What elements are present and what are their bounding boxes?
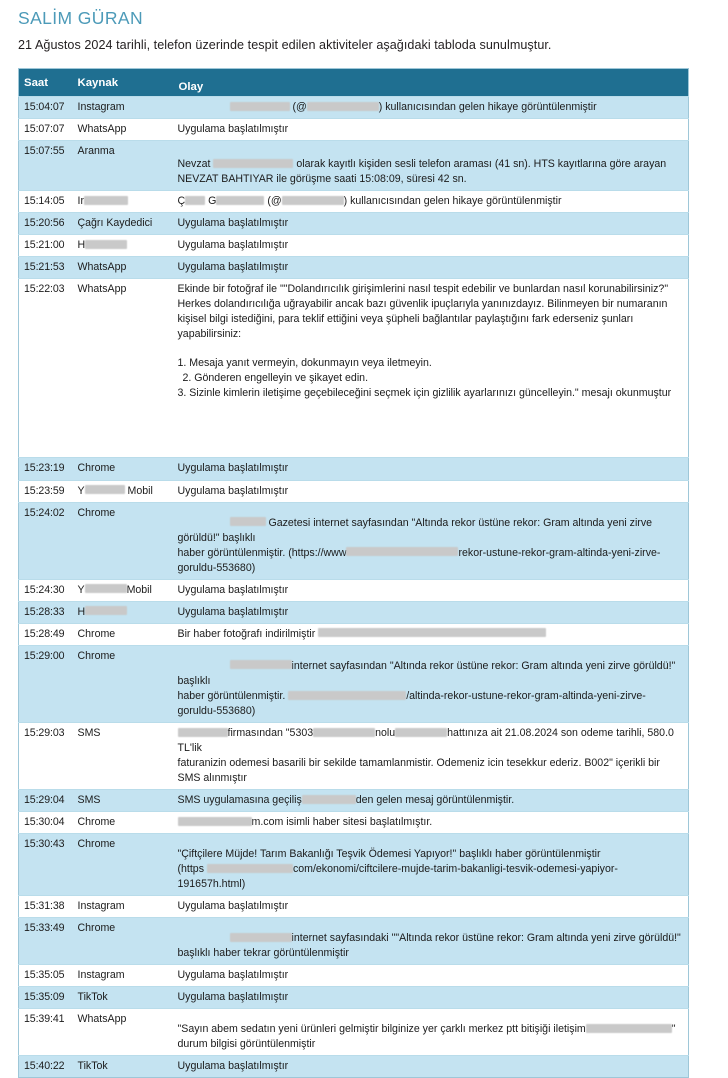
redaction-block: [230, 660, 292, 669]
cell-time: 15:24:02: [19, 502, 73, 579]
event-line: durum bilgisi görüntülenmiştir: [177, 1038, 316, 1051]
cell-event: [169, 97, 689, 119]
redaction-block: [213, 159, 293, 168]
table-row: [19, 235, 689, 257]
event-line: kişisel bilgi istediğini, para teklif ettiğini veya şüpheli bağlantılar paylaştığını fark ederseniz şunları: [177, 313, 634, 326]
cell-time: 15:35:09: [19, 987, 73, 1009]
event-numbered-list: [178, 356, 685, 401]
list-item: 1. Mesaja yanıt vermeyin, dokunmayın veya iletmeyin.: [177, 357, 432, 370]
cell-time: 15:29:03: [19, 722, 73, 789]
table-header: [19, 69, 689, 97]
event-line: [178, 726, 685, 756]
redaction-block: [282, 196, 344, 205]
event-initial-b: G: [208, 195, 217, 208]
cell-time: 15:20:56: [19, 213, 73, 235]
redaction-block: [307, 102, 379, 111]
event-line: [178, 546, 685, 561]
redaction-block: [395, 728, 447, 737]
cell-top-spacer: [178, 506, 685, 516]
cell-event: [169, 502, 689, 579]
cell-source: Chrome: [73, 623, 169, 645]
table-row: [19, 896, 689, 918]
table-row: [19, 722, 689, 789]
event-line: "Çiftçilere Müjde! Tarım Bakanlığı Teşvik Ödemesi Yapıyor!" başlıklı haber görüntülenmiştir: [177, 848, 601, 861]
event-text: rekor-ustune-rekor-gram-altinda-yeni-zirve-: [458, 546, 661, 559]
cell-event-lead: Nevzat: [177, 158, 211, 171]
cell-event: [169, 918, 689, 965]
event-line: Herkes dolandırıcılığa uğrayabilir ancak bazı güvenlik ipuçlarıyla yanınızdayız. Bilinmeyen bir numaranın: [177, 298, 668, 311]
cell-event: [169, 623, 689, 645]
redaction-block: [178, 817, 252, 826]
cell-event: [169, 141, 689, 191]
source-text: H: [77, 605, 86, 618]
cell-source: SMS: [73, 790, 169, 812]
table-row: [19, 480, 689, 502]
redaction-block: [302, 795, 356, 804]
cell-source: [73, 235, 169, 257]
cell-event: Uygulama başlatılmıştır: [169, 601, 689, 623]
cell-event: Uygulama başlatılmıştır: [169, 896, 689, 918]
source-text: Y: [77, 583, 85, 596]
cell-event: Uygulama başlatılmıştır: [169, 480, 689, 502]
cell-event: [169, 790, 689, 812]
table-row: [19, 257, 689, 279]
redaction-block: [216, 196, 264, 205]
cell-event-text: ) kullanıcısından gelen hikaye görüntülenmiştir: [378, 101, 597, 113]
cell-event: Uygulama başlatılmıştır: [169, 1056, 689, 1078]
event-text: com/ekonomi/ciftcilere-mujde-tarim-bakanligi-tesvik-odemesi-yapiyor-191657h.html): [177, 863, 618, 891]
redaction-block: [84, 196, 128, 205]
activity-log-table: [18, 68, 689, 1078]
event-text: firmasından "5303: [227, 726, 314, 739]
event-text: Bir haber fotoğrafı indirilmiştir: [177, 627, 316, 640]
cell-source: Chrome: [73, 502, 169, 579]
event-text: internet sayfasındaki ""Altında rekor üstüne rekor: Gram altında yeni zirve görüldü!": [291, 932, 681, 945]
event-text: SMS uygulamasına geçiliş: [177, 794, 302, 806]
source-text-tail: Mobil: [127, 484, 153, 497]
redaction-block: [313, 728, 375, 737]
event-text: m.com isimli haber sitesi başlatılmıştır.: [251, 816, 433, 829]
cell-event-mid: olarak kayıtlı kişiden sesli telefon araması (41 sn). HTS kayıtlarına göre arayan: [296, 158, 667, 171]
cell-event: [169, 191, 689, 213]
cell-source: Instagram: [73, 896, 169, 918]
redaction-block: [586, 1024, 672, 1033]
page-title: SALİM GÜRAN: [18, 8, 143, 28]
event-text: hattınıza ait 21.08.2024 son odeme tarihli, 580.0 TL'lik: [177, 726, 674, 754]
intro-paragraph: 21 Ağustos 2024 tarihli, telefon üzerinde tespit edilen aktiviteler aşağıdaki tabloda sunulmuştur.: [18, 38, 552, 52]
event-line: [178, 862, 685, 892]
cell-event: [169, 279, 689, 458]
redaction-block: [288, 691, 406, 700]
cell-time: 15:30:04: [19, 812, 73, 834]
cell-source: TikTok: [73, 987, 169, 1009]
cell-time: 15:29:04: [19, 790, 73, 812]
event-line: SMS alınmıştır: [177, 771, 247, 784]
redaction-block: [346, 547, 458, 556]
event-line: [178, 516, 685, 546]
table-body: [19, 97, 689, 1078]
source-text: H: [77, 239, 86, 252]
event-line: Ekinde bir fotoğraf ile ""Dolandırıcılık girişimlerini nasıl tespit edebilir ve bunlardan nasıl korunabilirsiniz?": [177, 283, 669, 296]
event-line: [178, 931, 685, 946]
redaction-block: [318, 628, 546, 637]
event-initial-a: Ç: [177, 195, 186, 208]
table-row: [19, 97, 689, 119]
cell-event: Uygulama başlatılmıştır: [169, 458, 689, 480]
redaction-block: [85, 606, 127, 615]
event-text: internet sayfasından "Altında rekor üstüne rekor: Gram altında yeni zirve görüldü!" başlıklı: [177, 659, 676, 687]
cell-top-spacer: [178, 921, 685, 931]
table-row: [19, 918, 689, 965]
source-text: Y: [77, 484, 85, 497]
cell-event: Uygulama başlatılmıştır: [169, 965, 689, 987]
event-line: [178, 659, 685, 689]
cell-source: [73, 191, 169, 213]
redaction-block: [85, 485, 125, 494]
cell-source: WhatsApp: [73, 119, 169, 141]
cell-source: WhatsApp: [73, 279, 169, 458]
cell-time: 15:24:30: [19, 579, 73, 601]
cell-source: TikTok: [73, 1056, 169, 1078]
redaction-block: [230, 517, 266, 526]
cell-source: Instagram: [73, 965, 169, 987]
cell-event-line2: NEVZAT BAHTIYAR ile görüşme saati 15:08:09, süresi 42 sn.: [177, 173, 467, 186]
event-text: "Sayın abem sedatın yeni ürünleri gelmiştir bilginize yer çarklı merkez ptt bitişiği iletişim: [177, 1023, 586, 1036]
table-row: [19, 579, 689, 601]
event-text: nolu: [375, 726, 396, 739]
cell-time: 15:23:19: [19, 458, 73, 480]
cell-time: 15:31:38: [19, 896, 73, 918]
cell-source: WhatsApp: [73, 1009, 169, 1056]
table-row: [19, 502, 689, 579]
table-row: [19, 191, 689, 213]
event-paren: (@: [292, 101, 307, 113]
list-item: 2. Gönderen engelleyin ve şikayet edin.: [182, 372, 369, 385]
column-header-olay: Olay: [169, 69, 689, 97]
table-row: [19, 1056, 689, 1078]
redaction-block: [85, 584, 127, 593]
column-header-saat: Saat: [19, 69, 73, 97]
cell-event: [169, 834, 689, 896]
event-text: ": [671, 1023, 676, 1036]
cell-event-text: ) kullanıcısından gelen hikaye görüntülenmiştir: [343, 195, 562, 208]
cell-time: 15:33:49: [19, 918, 73, 965]
cell-top-spacer: [178, 837, 685, 847]
table-row: [19, 623, 689, 645]
cell-event: Uygulama başlatılmıştır: [169, 579, 689, 601]
event-line: [178, 689, 685, 704]
cell-time: 15:21:00: [19, 235, 73, 257]
cell-source: [73, 480, 169, 502]
table-row: [19, 645, 689, 722]
cell-top-spacer: [178, 147, 685, 157]
redaction-block: [185, 196, 205, 205]
table-row: [19, 790, 689, 812]
cell-event: Uygulama başlatılmıştır: [169, 213, 689, 235]
cell-source: Chrome: [73, 812, 169, 834]
cell-time: 15:28:33: [19, 601, 73, 623]
event-text: haber görüntülenmiştir.: [177, 689, 286, 702]
cell-event: Uygulama başlatılmıştır: [169, 235, 689, 257]
event-line: [178, 1022, 685, 1037]
table-row: [19, 601, 689, 623]
cell-source: Aranma: [73, 141, 169, 191]
cell-source: Çağrı Kaydedici: [73, 213, 169, 235]
event-line: yapabilirsiniz:: [177, 328, 242, 341]
table-row: [19, 141, 689, 191]
event-text: /altinda-rekor-ustune-rekor-gram-altinda-yeni-zirve-: [406, 689, 646, 702]
event-line: faturanizin odemesi basarili bir sekilde tamamlanmistir. Odemeniz icin tesekkur ederiz. B002" içerikli bir: [177, 756, 660, 769]
event-text: den gelen mesaj görüntülenmiştir.: [355, 794, 515, 806]
cell-event: [169, 812, 689, 834]
cell-time: 15:39:41: [19, 1009, 73, 1056]
cell-source: [73, 601, 169, 623]
table-row: [19, 213, 689, 235]
event-paren: (@: [267, 195, 282, 208]
cell-top-spacer: [178, 1012, 685, 1022]
table-row: [19, 987, 689, 1009]
table-row: [19, 279, 689, 458]
cell-time: 15:07:55: [19, 141, 73, 191]
column-header-kaynak: Kaynak: [73, 69, 169, 97]
event-line: goruldu-553680): [177, 561, 256, 574]
event-text: Gazetesi internet sayfasından "Altında rekor üstüne rekor: Gram altında yeni zirve görüldü!" başlıklı: [177, 516, 653, 544]
cell-event: [169, 722, 689, 789]
cell-source: [73, 579, 169, 601]
cell-time: 15:35:05: [19, 965, 73, 987]
cell-source: Chrome: [73, 918, 169, 965]
cell-time: 15:30:43: [19, 834, 73, 896]
event-text: (https: [177, 863, 204, 876]
cell-time: 15:21:53: [19, 257, 73, 279]
cell-time: 15:23:59: [19, 480, 73, 502]
table-row: [19, 834, 689, 896]
table-row: [19, 1009, 689, 1056]
redaction-block: [207, 864, 293, 873]
cell-time: 15:07:07: [19, 119, 73, 141]
cell-top-spacer: [178, 649, 685, 659]
cell-event: Uygulama başlatılmıştır: [169, 119, 689, 141]
redaction-block: [178, 728, 228, 737]
cell-time: 15:04:07: [19, 97, 73, 119]
redaction-block: [85, 240, 127, 249]
event-text: haber görüntülenmiştir. (https://www: [177, 546, 347, 559]
cell-time: 15:14:05: [19, 191, 73, 213]
list-item: 3. Sizinle kimlerin iletişime geçebileceğini seçmek için gizlilik ayarlarınızı güncelleyin." mesajı okunmuştur: [177, 387, 672, 400]
cell-event: Uygulama başlatılmıştır: [169, 987, 689, 1009]
cell-source: Chrome: [73, 645, 169, 722]
redaction-block: [230, 933, 292, 942]
cell-event: Uygulama başlatılmıştır: [169, 257, 689, 279]
table-row: [19, 965, 689, 987]
table-row: [19, 119, 689, 141]
event-line: başlıklı haber tekrar görüntülenmiştir: [177, 947, 349, 960]
activity-log-table-container: [18, 68, 688, 1078]
source-text: Ir: [77, 195, 84, 208]
redaction-block: [230, 102, 290, 111]
cell-source: SMS: [73, 722, 169, 789]
cell-source: Chrome: [73, 834, 169, 896]
cell-source: WhatsApp: [73, 257, 169, 279]
cell-event: [169, 1009, 689, 1056]
source-text-tail: Mobil: [126, 583, 152, 596]
cell-time: 15:22:03: [19, 279, 73, 458]
table-row: [19, 812, 689, 834]
event-line: goruldu-553680): [177, 704, 256, 717]
cell-time: 15:28:49: [19, 623, 73, 645]
table-header-row: [19, 69, 689, 97]
table-row: [19, 458, 689, 480]
cell-time: 15:40:22: [19, 1056, 73, 1078]
cell-source: Instagram: [73, 97, 169, 119]
cell-source: Chrome: [73, 458, 169, 480]
cell-time: 15:29:00: [19, 645, 73, 722]
cell-event: [169, 645, 689, 722]
